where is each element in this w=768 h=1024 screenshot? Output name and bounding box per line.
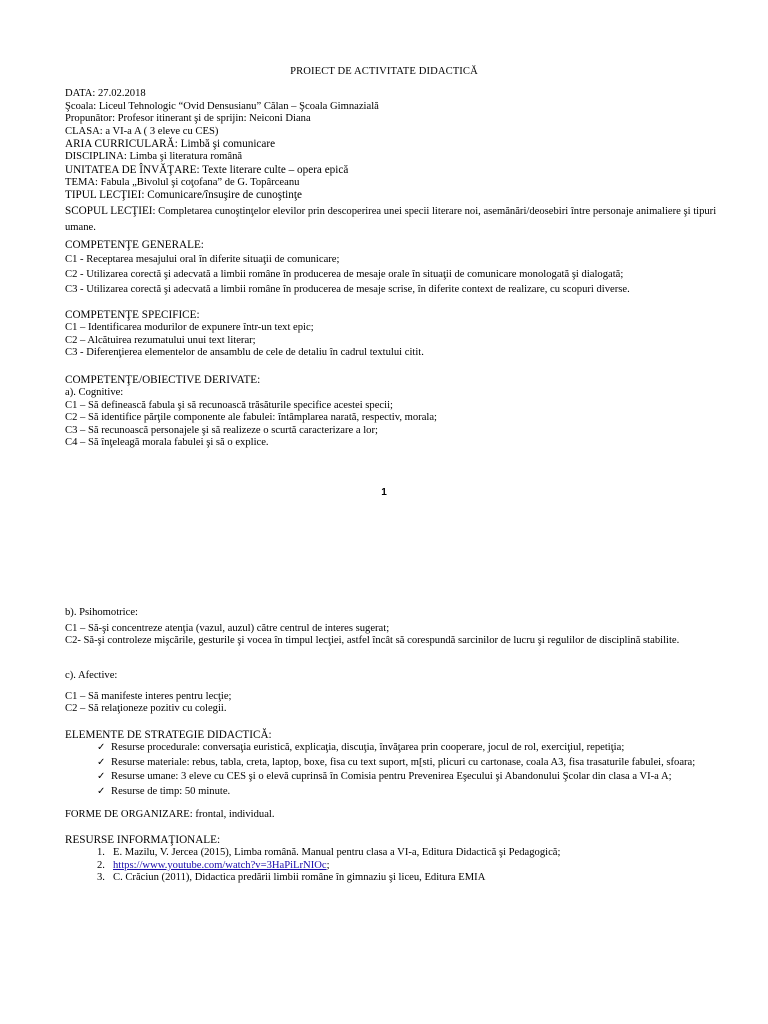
affective-objectives [65, 670, 735, 716]
scope-label: SCOPUL LECŢIEI [65, 204, 153, 217]
header-date: DATA: 27.02.2018 [65, 88, 146, 99]
page-number: 1 [381, 487, 387, 498]
header-topic: TEMA: Fabula „Bivolul şi coţofana” de G. Topârceanu [65, 176, 300, 188]
cognitive-objective-c2: C2 – Să identifice părţile componente ale fabulei: întâmplarea narată, respectiv, morala; [65, 412, 437, 424]
lesson-header [65, 88, 735, 236]
organization-forms-text: FORME DE ORGANIZARE: frontal, individual. [65, 809, 275, 820]
checkmark-icon: ✓ [97, 771, 106, 783]
header-school: Şcoala: Liceul Tehnologic “Ovid Densusianu” Călan – Şcoala Gimnazială [65, 100, 379, 112]
resource-item: 2. https://www.youtube.com/watch?v=3HaPiLrNIOc; [97, 859, 330, 871]
strategy-heading: ELEMENTE DE STRATEGIE DIDACTICĂ: [65, 729, 272, 741]
psychomotor-objective-c1: C1 – Să-şi concentreze atenţia (vazul, auzul) către centrul de interes sugerat; [65, 622, 390, 634]
header-curricular-area: ARIA CURRICULARĂ: Limbă şi comunicare [65, 138, 276, 150]
psychomotor-objectives [65, 607, 735, 648]
youtube-link[interactable]: https://www.youtube.com/watch?v=3HaPiLrNIOc [113, 859, 327, 871]
scope-text: : Completarea cunoştinţelor elevilor prin descoperirea unei specii literare noi, asemănări/deosebiri între personaje animaliere şi tipuri umane. [65, 205, 717, 234]
cognitive-objective-c4: C4 – Să înţeleagă morala fabulei şi să o explice. [65, 437, 269, 449]
strategy-item-human: ✓ Resurse umane: 3 eleve cu CES şi o elevă cuprinsă în Comisia pentru Prevenirea Eşecului şi Abandonului Şcolar din clasa a VI-a A; [97, 771, 672, 783]
general-competences [65, 239, 735, 297]
specific-competences [65, 309, 735, 360]
cognitive-objective-c1: C1 – Să definească fabula şi să recunoască trăsăturile specifice acestei specii; [65, 399, 393, 411]
resource-item: 1. E. Mazilu, V. Jercea (2015), Limba română. Manual pentru clasa a VI-a, Editura Didactică şi Pedagogică; [97, 847, 561, 859]
general-competences-heading: COMPETENŢE GENERALE: [65, 239, 204, 251]
header-discipline: DISCIPLINA: Limba şi literatura română [65, 151, 243, 163]
header-proposer: Propunător: Profesor itinerant şi de sprijin: Neiconi Diana [65, 113, 311, 124]
affective-label: c). Afective: [65, 670, 118, 681]
header-learning-unit: UNITATEA DE ÎNVĂŢARE: Texte literare culte – opera epică [65, 163, 349, 176]
resources-heading: RESURSE INFORMAŢIONALE: [65, 834, 221, 846]
psychomotor-objective-c2: C2- Să-şi controleze mişcările, gesturile şi vocea în timpul lecţiei, astfel încât să corespundă sarcinilor de lucru şi regulilor de disciplină stabilite. [65, 635, 680, 646]
checkmark-icon: ✓ [97, 785, 106, 797]
page-title: PROIECT DE ACTIVITATE DIDACTICĂ [290, 66, 478, 77]
strategy-item-time: ✓ Resurse de timp: 50 minute. [97, 785, 231, 797]
specific-competence-c2: C2 – Alcătuirea rezumatului unui text literar; [65, 334, 256, 346]
affective-objective-c2: C2 – Să relaţioneze pozitiv cu colegii. [65, 703, 227, 714]
header-class: CLASA: a VI-a A ( 3 eleve cu CES) [65, 125, 219, 137]
checkmark-icon: ✓ [97, 742, 106, 754]
header-lesson-type: TIPUL LECŢIEI: Comunicare/însuşire de cunoştinţe [65, 189, 302, 202]
affective-objective-c1: C1 – Să manifeste interes pentru lecţie; [65, 690, 232, 702]
general-competence-c2: C2 - Utilizarea corectă şi adecvată a limbii române în producerea de mesaje orale în situaţii de comunicare monologată şi dialogată; [65, 268, 624, 280]
checkmark-icon: ✓ [97, 756, 106, 768]
general-competence-c3: C3 - Utilizarea corectă şi adecvată a limbii române în producerea de mesaje scrise, în diferite context de realizare, cu scopuri diverse. [65, 284, 630, 296]
specific-competences-heading: COMPETENŢE SPECIFICE: [65, 309, 200, 321]
specific-competence-c3: C3 - Diferenţierea elementelor de ansamblu de cele de detaliu în cadrul textului citit. [65, 347, 424, 359]
cognitive-label: a). Cognitive: [65, 387, 124, 399]
strategy-item-procedural: ✓ Resurse procedurale: conversaţia euristică, explicaţia, discuţia, învăţarea prin cooperare, jocul de rol, exerciţiul, repetiţia; [97, 742, 625, 754]
specific-competence-c1: C1 – Identificarea modurilor de expunere într-un text epic; [65, 322, 314, 334]
strategy-item-material: ✓ Resurse materiale: rebus, tabla, creta, laptop, boxe, fisa cu text suport, m[sti, plicuri cu cartonase, coala A3, fisa trasaturile fabulei, sfoara; [97, 756, 696, 768]
general-competence-c1: C1 - Receptarea mesajului oral în diferite situaţii de comunicare; [65, 254, 340, 266]
information-resources [65, 834, 735, 885]
lesson-scope [65, 203, 735, 237]
psychomotor-label: b). Psihomotrice: [65, 607, 138, 618]
derived-objectives [65, 374, 735, 450]
cognitive-objective-c3: C3 – Să recunoască personajele şi să realizeze o scurtă caracterizare a lor; [65, 424, 378, 436]
resources-list [65, 847, 735, 885]
derived-objectives-heading: COMPETENŢE/OBIECTIVE DERIVATE: [65, 374, 261, 386]
resource-item: 3. C. Crăciun (2011), Didactica predării limbii române în gimnaziu şi liceu, Editura EMIA [97, 872, 486, 884]
organization-forms [65, 809, 735, 822]
didactic-strategy [65, 729, 735, 798]
strategy-list [65, 742, 735, 798]
